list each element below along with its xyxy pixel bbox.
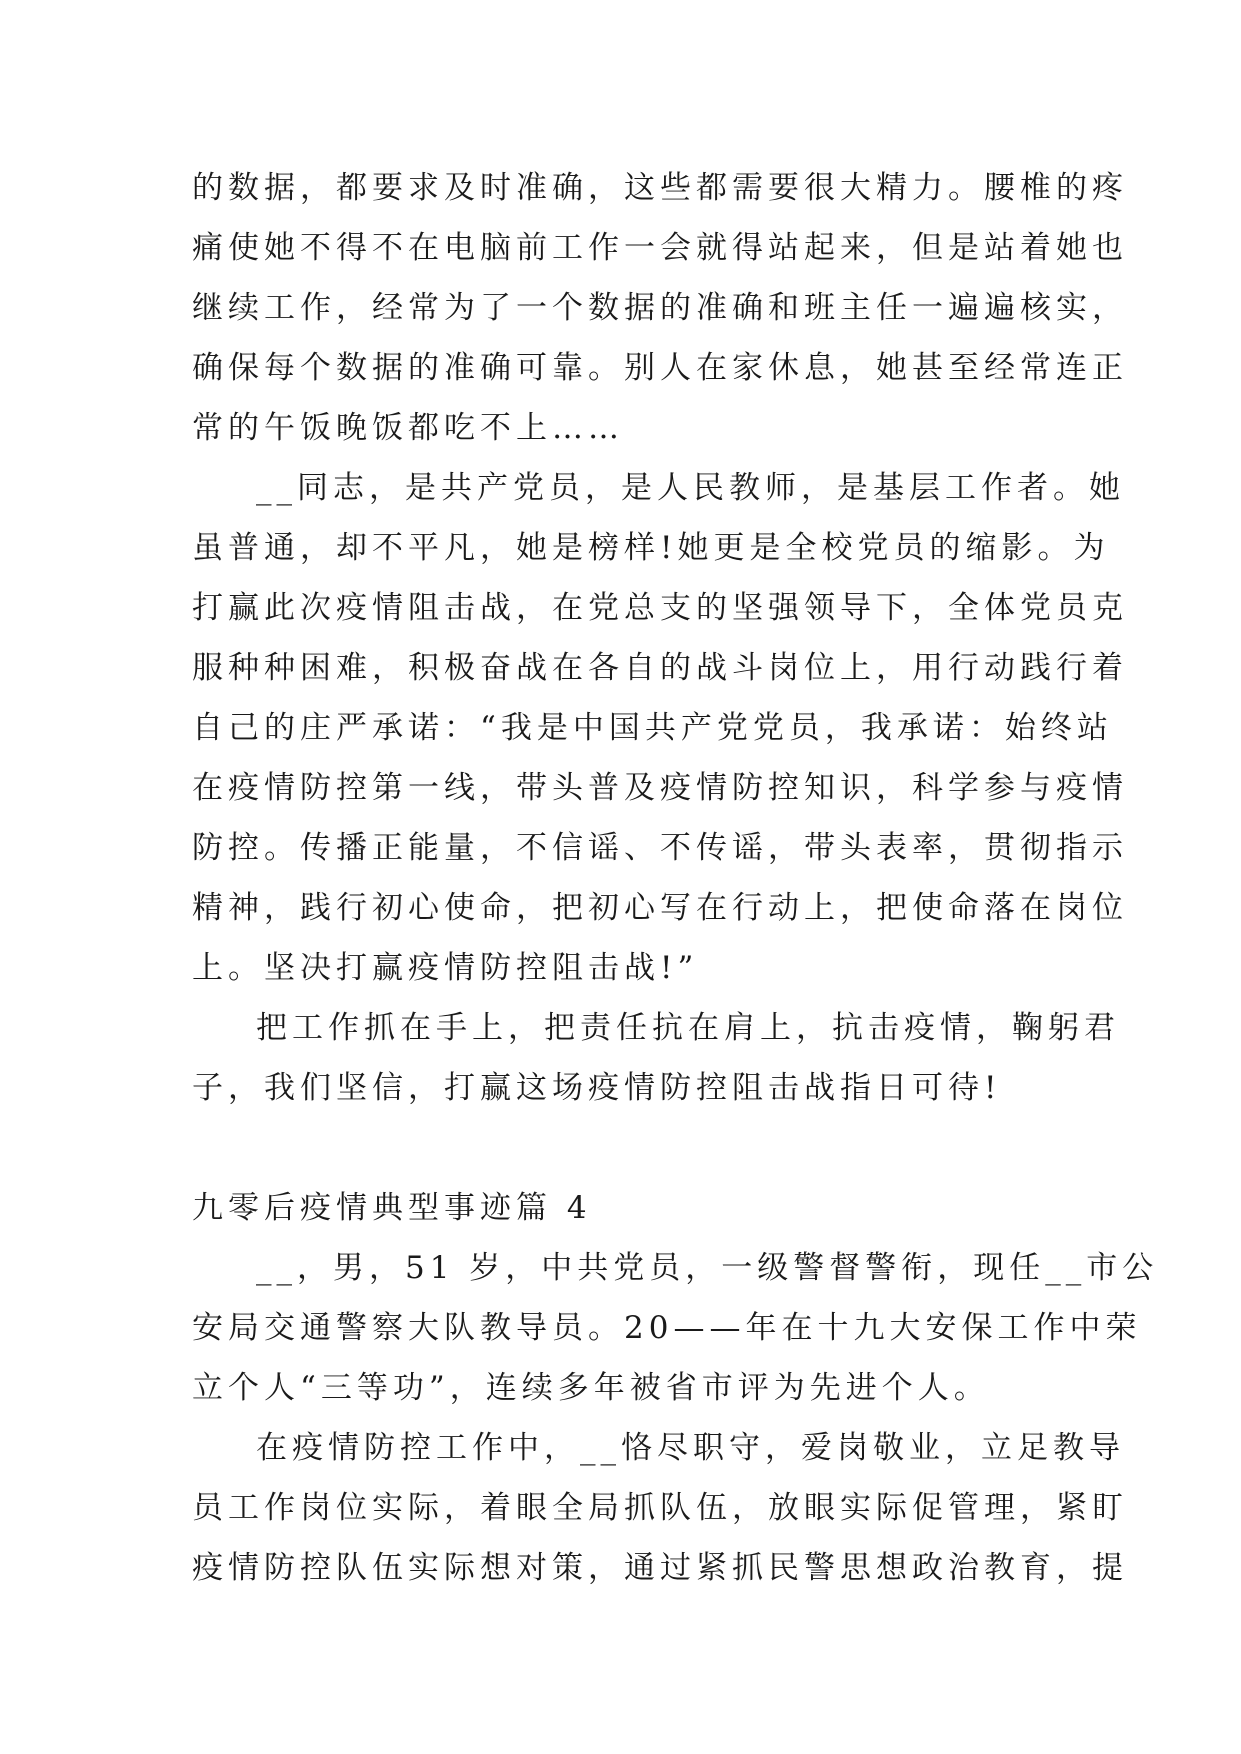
- text-line: 常的午饭晚饭都吃不上……: [192, 410, 624, 446]
- text-line: 的数据，都要求及时准确，这些都需要很大精力。腰椎的疼: [192, 170, 1128, 206]
- text-line: 虽普通，却不平凡，她是榜样!她更是全校党员的缩影。为: [192, 530, 1110, 566]
- text-line: 把工作抓在手上，把责任抗在肩上，抗击疫情，鞠躬君: [256, 1010, 1120, 1046]
- text-line: 安局交通警察大队教导员。20——年在十九大安保工作中荣: [192, 1310, 1142, 1346]
- text-line: 疫情防控队伍实际想对策，通过紧抓民警思想政治教育，提: [192, 1550, 1128, 1586]
- text-line: 在疫情防控第一线，带头普及疫情防控知识，科学参与疫情: [192, 770, 1128, 806]
- text-line: 子，我们坚信，打赢这场疫情防控阻击战指日可待!: [192, 1070, 1002, 1106]
- text-line: 上。坚决打赢疫情防控阻击战!”: [192, 950, 699, 986]
- text-line: 立个人“三等功”，连续多年被省市评为先进个人。: [192, 1370, 990, 1406]
- text-line: 打赢此次疫情阻击战，在党总支的坚强领导下，全体党员克: [192, 590, 1128, 626]
- text-line: 精神，践行初心使命，把初心写在行动上，把使命落在岗位: [192, 890, 1128, 926]
- text-line: 员工作岗位实际，着眼全局抓队伍，放眼实际促管理，紧盯: [192, 1490, 1128, 1526]
- text-line: 防控。传播正能量，不信谣、不传谣，带头表率，贯彻指示: [192, 830, 1128, 866]
- document-body: [192, 158, 1159, 1598]
- text-line: 痛使她不得不在电脑前工作一会就得站起来，但是站着她也: [192, 230, 1128, 266]
- text-line: 继续工作，经常为了一个数据的准确和班主任一遍遍核实，: [192, 290, 1128, 326]
- text-line: 在疫情防控工作中，__恪尽职守，爱岗敬业，立足教导: [256, 1430, 1125, 1466]
- text-line: 服种种困难，积极奋战在各自的战斗岗位上，用行动践行着: [192, 650, 1128, 686]
- section-heading: 九零后疫情典型事迹篇 4: [192, 1190, 592, 1226]
- text-line: __，男，51 岁，中共党员，一级警督警衔，现任__市公: [256, 1250, 1159, 1286]
- text-line: __同志，是共产党员，是人民教师，是基层工作者。她: [256, 470, 1125, 506]
- text-line: 自己的庄严承诺：“我是中国共产党党员，我承诺：始终站: [192, 710, 1113, 746]
- text-line: 确保每个数据的准确可靠。别人在家休息，她甚至经常连正: [192, 350, 1128, 386]
